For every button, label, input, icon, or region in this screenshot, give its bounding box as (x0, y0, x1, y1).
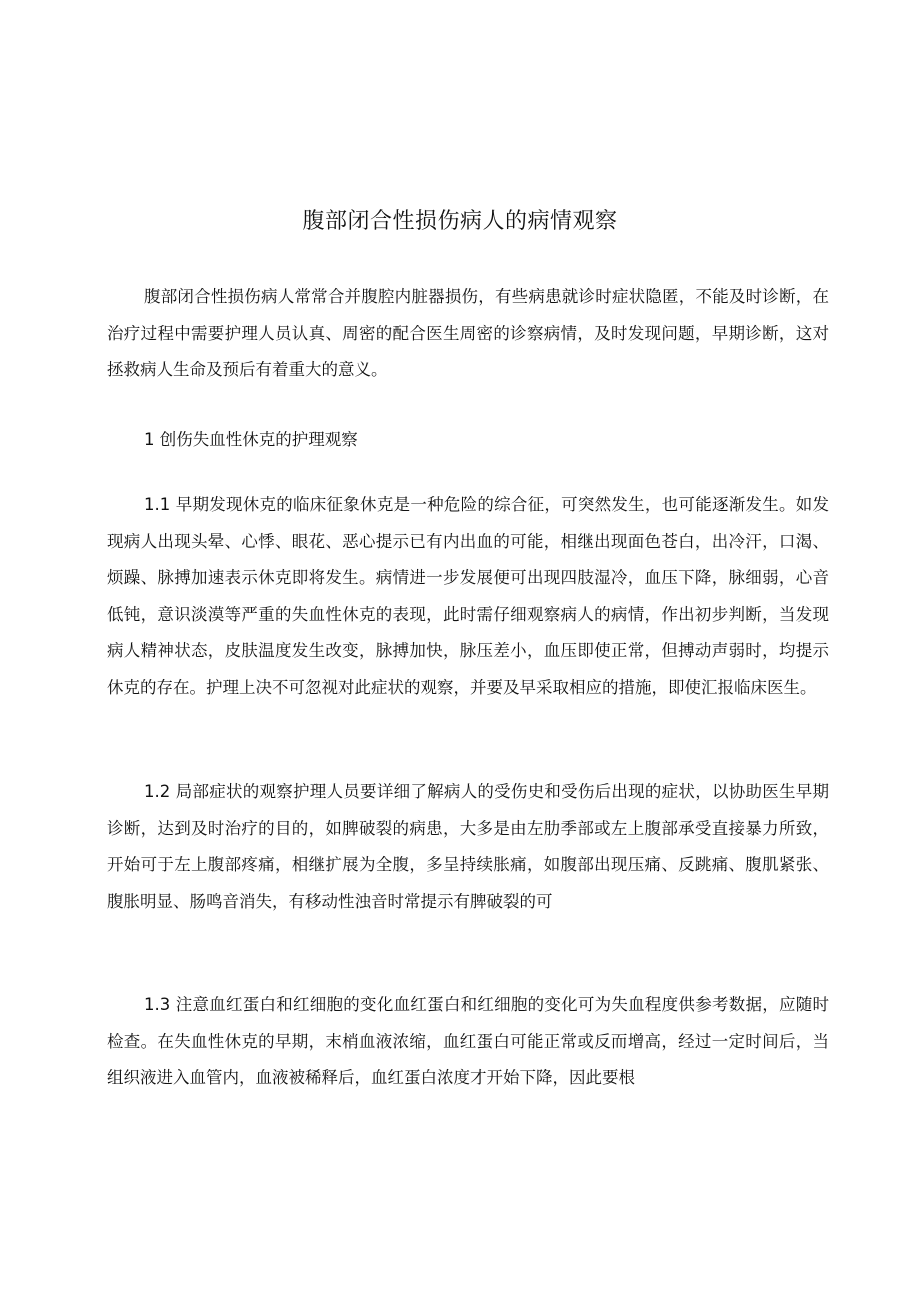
paragraph-1-2: 1.2 局部症状的观察护理人员要详细了解病人的受伤史和受伤后出现的症状，以协助医生早期诊断，达到及时治疗的目的，如脾破裂的病患，大多是由左肋季部或左上腹部承受直接暴力所致，开始可于左上腹部疼痛，相继扩展为全腹，多呈持续胀痛，如腹部出现压痛、反跳痛、腹肌紧张、腹胀明显、肠鸣音消失，有移动性浊音时常提示有脾破裂的可 (107, 782, 829, 911)
paragraph-1-3: 1.3 注意血红蛋白和红细胞的变化血红蛋白和红细胞的变化可为失血程度供参考数据，应随时检查。在失血性休克的早期，末梢血液浓缩，血红蛋白可能正常或反而增高，经过一定时间后，当组织液进入血管内，血液被稀释后，血红蛋白浓度才开始下降，因此要根 (107, 995, 829, 1087)
section-1-heading: 1 创伤失血性休克的护理观察 (144, 430, 358, 449)
paragraph-1-1: 1.1 早期发现休克的临床征象休克是一种危险的综合征，可突然发生，也可能逐渐发生。如发现病人出现头晕、心悸、眼花、恶心提示已有内出血的可能，相继出现面色苍白，出冷汗，口渴、烦躁、脉搏加速表示休克即将发生。病情进一步发展便可出现四肢湿冷，血压下降，脉细弱，心音低钝，意识淡漠等严重的失血性休克的表现，此时需仔细观察病人的病情，作出初步判断，当发现病人精神状态，皮肤温度发生改变，脉搏加快，脉压差小，血压即使正常，但搏动声弱时，均提示休克的存在。护理上决不可忽视对此症状的观察，并要及早采取相应的措施，即使汇报临床医生。 (107, 495, 829, 697)
document-title: 腹部闭合性损伤病人的病情观察 (302, 209, 618, 234)
intro-paragraph: 腹部闭合性损伤病人常常合并腹腔内脏器损伤，有些病患就诊时症状隐匿，不能及时诊断，在治疗过程中需要护理人员认真、周密的配合医生周密的诊察病情，及时发现问题，早期诊断，这对拯救病人生命及预后有着重大的意义。 (107, 287, 829, 379)
